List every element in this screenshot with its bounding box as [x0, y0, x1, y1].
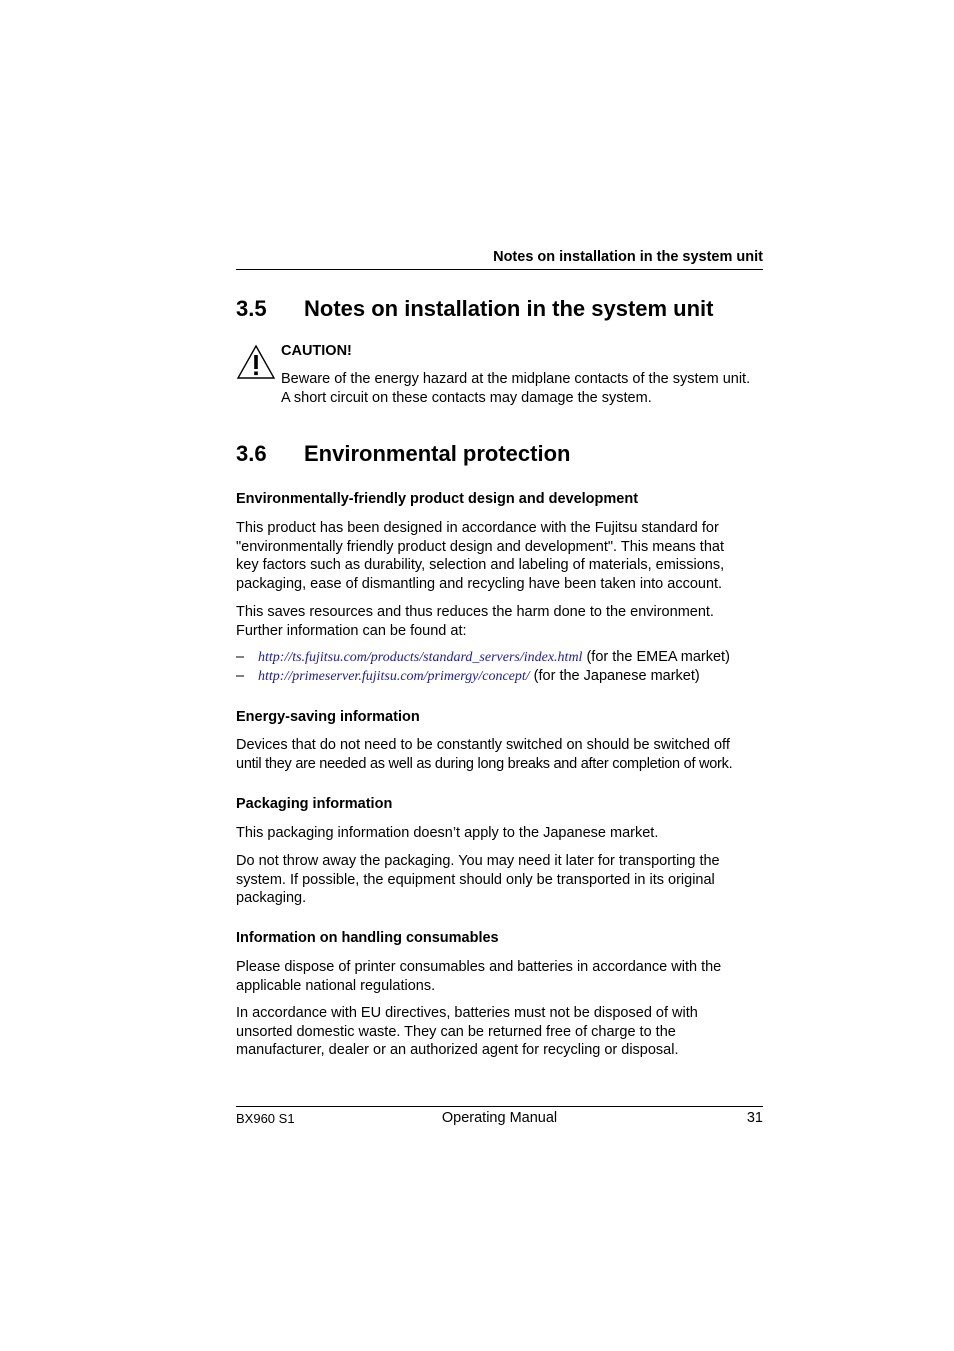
running-header: Notes on installation in the system unit — [493, 249, 763, 265]
subheading-packaging: Packaging information — [236, 796, 393, 812]
section-number: 3.5 — [236, 296, 267, 321]
text-line: This product has been designed in accordance with the Fujitsu standard for — [236, 520, 719, 536]
subheading-consumables: Information on handling consumables — [236, 930, 499, 946]
list-item — [236, 649, 776, 666]
section-title: Environmental protection — [304, 441, 571, 466]
text-line: In accordance with EU directives, batteries must not be disposed of with — [236, 1005, 698, 1021]
text-line: Please dispose of printer consumables and batteries in accordance with the — [236, 959, 722, 975]
text-line: Further information can be found at: — [236, 622, 467, 639]
caution-line: Beware of the energy hazard at the midplane contacts of the system unit. — [281, 371, 751, 387]
link-note: (for the Japanese market) — [529, 668, 700, 684]
footer-manual-title: Operating Manual — [441, 1110, 558, 1126]
text-line: Do not throw away the packaging. You may need it later for transporting the — [236, 853, 720, 869]
text-line: system. If possible, the equipment should only be transported in its original — [236, 871, 715, 888]
paragraph — [236, 736, 763, 773]
header-rule — [236, 269, 763, 270]
list-item — [236, 668, 776, 685]
paragraph — [236, 1004, 763, 1060]
text-line: manufacturer, dealer or an authorized agent for recycling or disposal. — [236, 1042, 679, 1059]
warning-triangle-icon — [236, 344, 276, 380]
text-line: applicable national regulations. — [236, 977, 436, 994]
japan-link[interactable]: http://primeserver.fujitsu.com/primergy/concept/ — [258, 669, 530, 684]
text-line: until they are needed as well as during long breaks and after completion of work. — [236, 755, 733, 772]
paragraph — [236, 603, 763, 640]
subheading-energy-saving: Energy-saving information — [236, 709, 420, 725]
section-title: Notes on installation in the system unit — [304, 296, 714, 321]
text-line: "environmentally friendly product design and development". This means that — [236, 538, 724, 555]
text-line: packaging. — [236, 890, 307, 907]
section-heading-3-5 — [236, 296, 714, 322]
section-heading-3-6 — [236, 441, 570, 467]
caution-title: CAUTION! — [281, 343, 352, 359]
paragraph — [236, 519, 763, 593]
footer-product: BX960 S1 — [236, 1111, 295, 1126]
list-dash: – — [236, 668, 245, 684]
text-line: This saves resources and thus reduces the harm done to the environment. — [236, 604, 714, 620]
text-line: unsorted domestic waste. They can be returned free of charge to the — [236, 1023, 676, 1040]
subheading-eco-design: Environmentally-friendly product design and development — [236, 491, 639, 507]
caution-line: A short circuit on these contacts may damage the system. — [281, 389, 652, 406]
caution-text — [281, 370, 771, 407]
link-note: (for the EMEA market) — [582, 649, 730, 665]
paragraph — [236, 852, 763, 908]
text-line: packaging, ease of dismantling and recycling have been taken into account. — [236, 575, 723, 592]
emea-link[interactable]: http://ts.fujitsu.com/products/standard_servers/index.html — [258, 650, 583, 665]
paragraph — [236, 958, 763, 995]
paragraph — [236, 824, 763, 843]
text-line: This packaging information doesn’t apply to the Japanese market. — [236, 825, 659, 841]
list-dash: – — [236, 649, 245, 665]
text-line: Devices that do not need to be constantly switched on should be switched off — [236, 737, 730, 753]
section-number: 3.6 — [236, 441, 267, 466]
text-line: key factors such as durability, selection and labeling of materials, emissions, — [236, 557, 725, 574]
page-number: 31 — [746, 1110, 763, 1126]
footer-rule — [236, 1106, 763, 1107]
